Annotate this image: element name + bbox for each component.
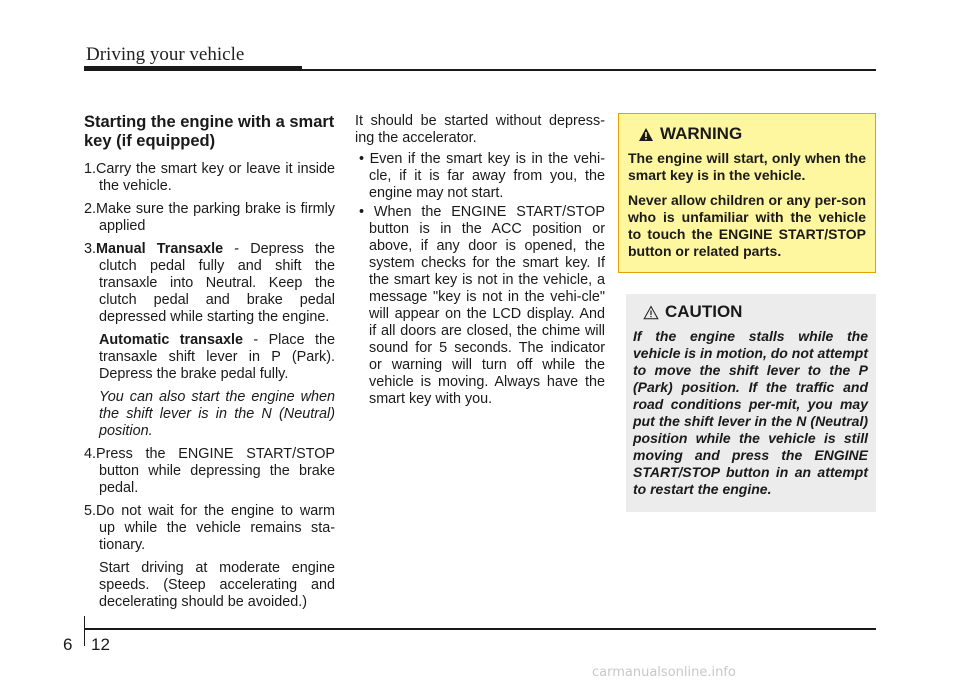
header-rule-thin	[302, 69, 876, 71]
step-1: 1.Carry the smart key or leave it inside the vehicle.	[84, 161, 335, 194]
bullet-2-text: When the ENGINE START/STOP button is in the ACC position or above, if any door is opened, the system checks for the smart key. If the smart key is not in the vehicle, a message "key is not in the vehi-cle" will appear on the LCD display. And if all doors are closed, the chime will sound for 5 seconds. The indicator or warning will turn off while the vehicle is moving. Always have the smart key with you.	[369, 204, 605, 407]
automatic-transaxle-label: Automatic transaxle	[99, 332, 243, 348]
bullet-item-2: • When the ENGINE START/STOP button is in the ACC position or above, if any door is opened, the system checks for the smart key. If the smart key is not in the vehicle, a message "key is not in the vehi-cle" will appear on the LCD display. And if all doors are closed, the chime will sound for 5 seconds. The indicator or warning will turn off while the vehicle is moving. Always have the smart key with you.	[359, 204, 605, 407]
warning-paragraph-2: Never allow children or any per-son who is unfamiliar with the vehicle to touch the ENGINE START/STOP button or related parts.	[628, 192, 866, 259]
step-3-text: - Depress the clutch pedal fully and shift the transaxle into Neutral. Keep the clutch pedal and brake pedal depressed while starting the engine.	[99, 241, 335, 325]
step-2: 2.Make sure the parking brake is firmly applied	[84, 201, 335, 234]
step-3-label: Manual Transaxle	[96, 241, 224, 257]
footer-divider	[84, 616, 85, 646]
header-rule-thick	[84, 66, 302, 71]
page-header-title: Driving your vehicle	[86, 44, 245, 65]
warning-title: WARNING	[660, 124, 743, 143]
neutral-note: You can also start the engine when the shift lever is in the N (Neutral) position.	[99, 389, 335, 439]
bullet-item-1: • Even if the smart key is in the vehi-cle, if it is far away from you, the engine may not start.	[359, 151, 605, 201]
step-5-note: Start driving at moderate engine speeds. (Steep accelerating and decelerating should be avoided.)	[99, 560, 335, 610]
warning-box	[618, 113, 876, 273]
page-number: 12	[91, 635, 110, 654]
warning-heading	[638, 124, 866, 144]
automatic-transaxle-text: - Place the transaxle shift lever in P (Park). Depress the brake pedal fully.	[99, 332, 335, 382]
step-3	[84, 241, 335, 326]
warning-paragraph-1: The engine will start, only when the smart key is in the vehicle.	[628, 150, 866, 183]
chapter-number: 6	[63, 635, 73, 654]
left-column	[84, 113, 335, 617]
automatic-transaxle-paragraph	[84, 332, 335, 383]
caution-box	[626, 294, 876, 512]
watermark: carmanualsonline.info	[592, 665, 736, 680]
step-3-number: 3.	[84, 241, 97, 257]
step-4: 4.Press the ENGINE START/STOP button while depressing the brake pedal.	[84, 446, 335, 496]
step-5: 5.Do not wait for the engine to warm up while the vehicle remains sta-tionary.	[84, 503, 335, 553]
caution-paragraph: If the engine stalls while the vehicle is in motion, do not attempt to move the shift lever to the P (Park) position. If the traffic and road conditions per-mit, you may put the shift lever in the N (Neutral) position while the vehicle is still moving and press the ENGINE START/STOP button in an attempt to restart the engine.	[633, 328, 868, 497]
caution-title: CAUTION	[665, 302, 743, 321]
footer-rule	[84, 628, 876, 630]
caution-triangle-icon	[643, 305, 659, 320]
intro-paragraph: It should be started without depress-ing the accelerator.	[355, 113, 605, 146]
middle-column	[355, 113, 605, 410]
bullet-1-text: Even if the smart key is in the vehi-cle, if it is far away from you, the engine may not start.	[369, 151, 605, 201]
section-heading: Starting the engine with a smart key (if equipped)	[84, 113, 335, 150]
caution-heading	[643, 302, 868, 322]
warning-triangle-icon	[638, 127, 654, 142]
